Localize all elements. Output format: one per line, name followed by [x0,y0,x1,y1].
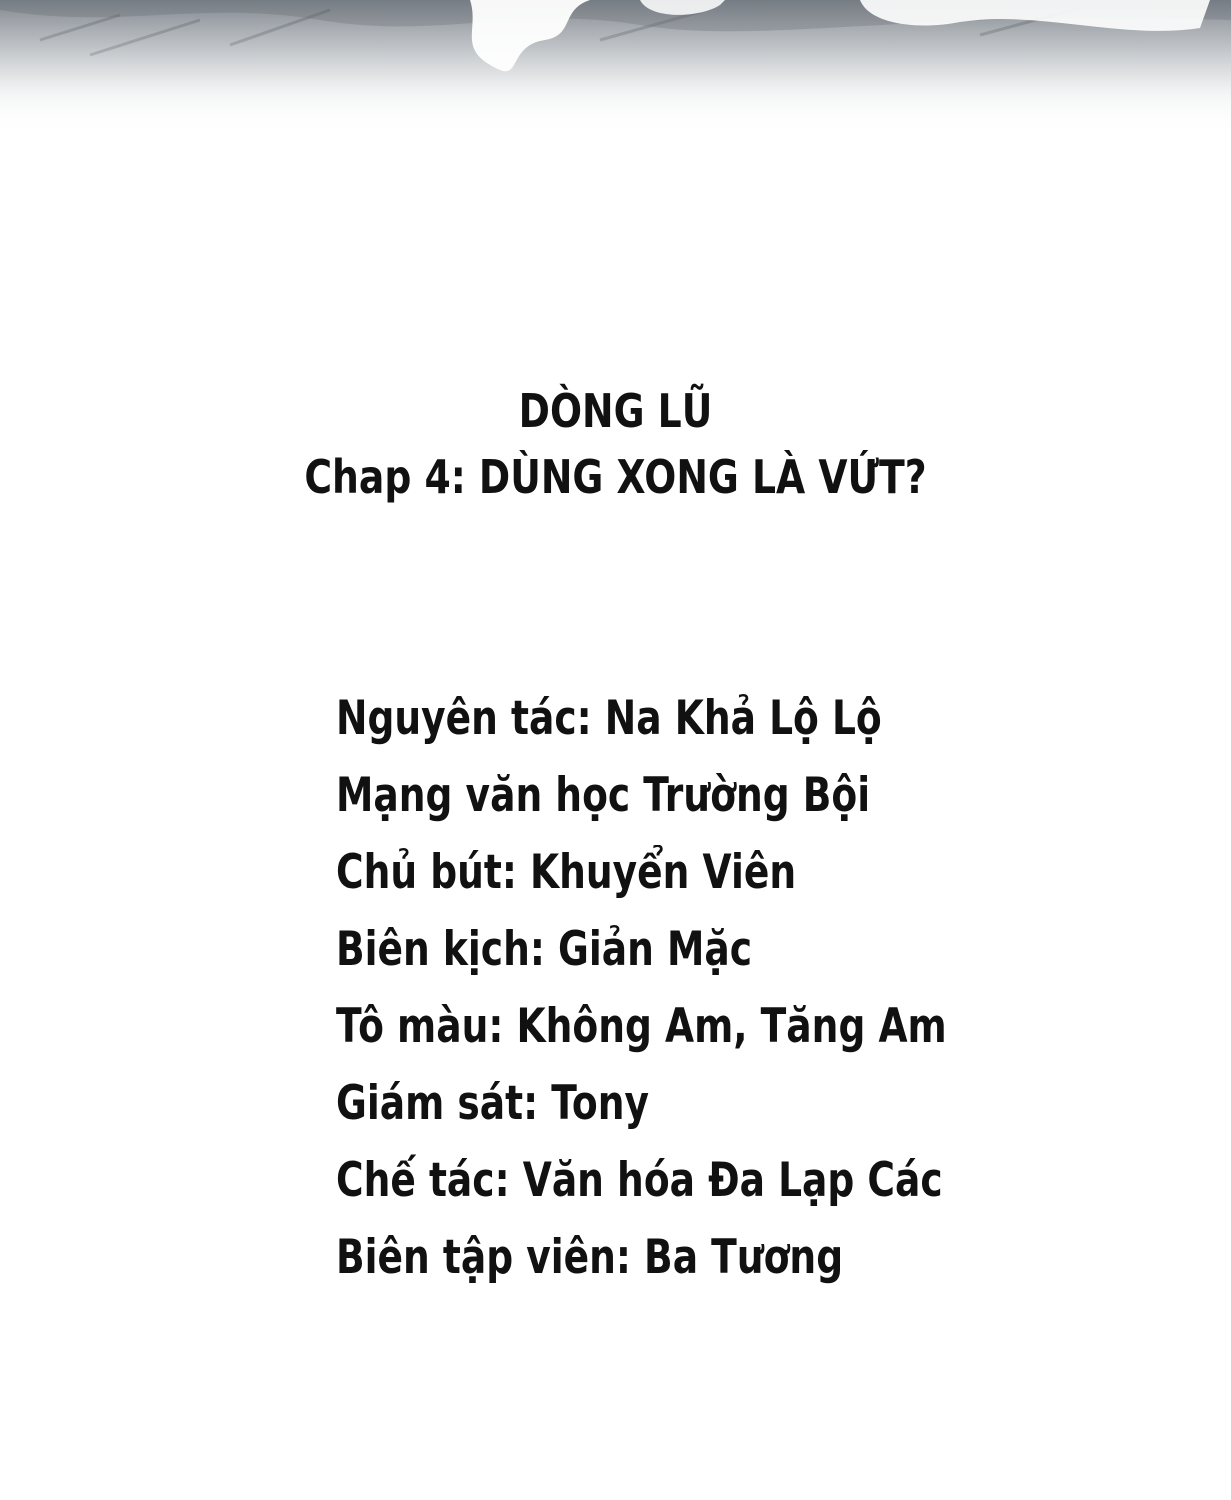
credit-original-author: Nguyên tác: Na Khả Lộ Lộ [336,691,882,746]
credit-lead-artist: Chủ bút: Khuyển Viên [336,845,797,900]
credits-list [336,680,1099,1296]
series-title: DÒNG LŨ [518,384,713,438]
title-block [0,378,1231,510]
artwork-image [0,0,1231,135]
credit-publisher: Mạng văn học Trường Bội [336,768,871,823]
credit-scriptwriter: Biên kịch: Giản Mặc [336,922,753,977]
top-artwork-fade [0,0,1231,135]
credit-supervisor: Giám sát: Tony [336,1076,650,1131]
chapter-title: Chap 4: DÙNG XONG LÀ VỨT? [304,450,927,504]
credit-colorists: Tô màu: Không Am, Tăng Am [336,999,947,1054]
credit-editor: Biên tập viên: Ba Tương [336,1230,844,1285]
credit-production: Chế tác: Văn hóa Đa Lạp Các [336,1153,943,1208]
